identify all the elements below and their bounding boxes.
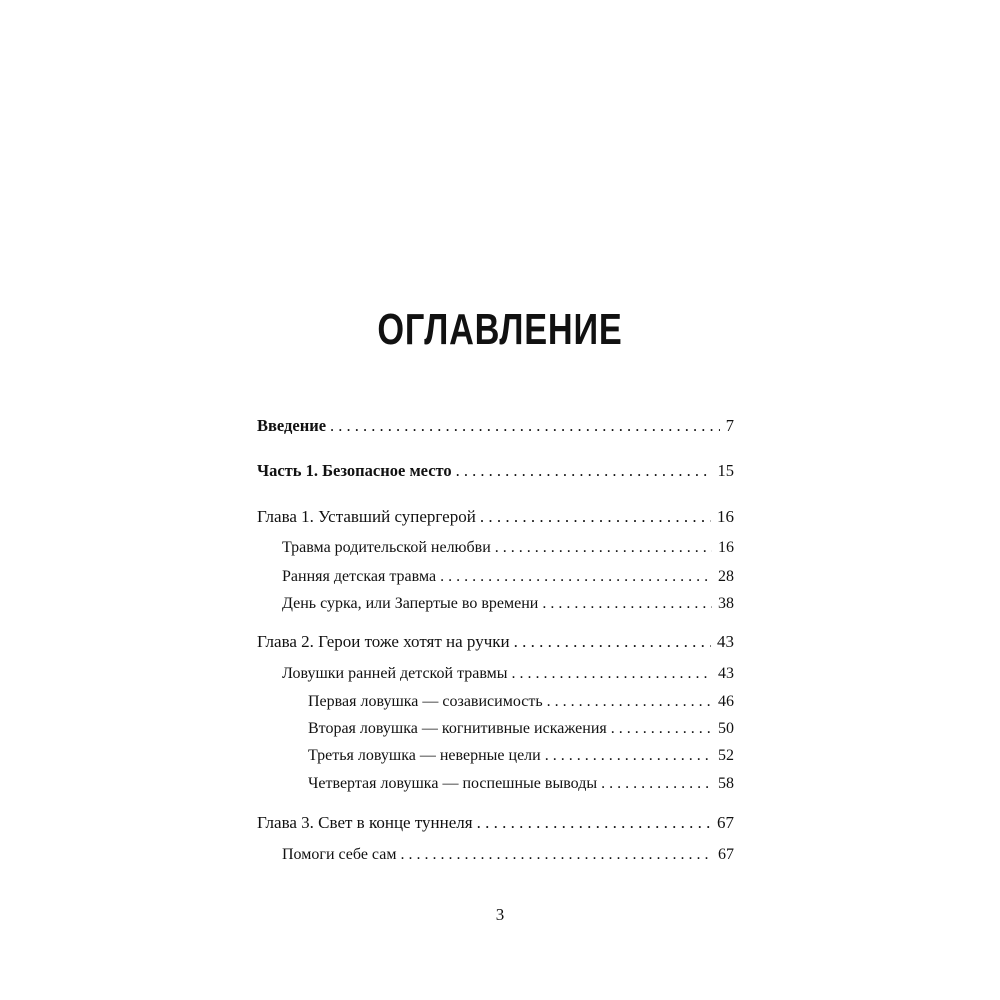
toc-entry-text: День сурка, или Запертые во времени: [282, 595, 539, 612]
toc-page-number: 67: [718, 846, 734, 863]
toc-entry-chapter-2[interactable]: [257, 630, 734, 654]
toc-leader-dots: [611, 717, 712, 741]
toc-entry-text: Глава 2. Герои тоже хотят на ручки: [257, 632, 510, 651]
toc-page-number: 67: [717, 813, 734, 832]
toc-entry-text: Помоги себе сам: [282, 846, 397, 863]
toc-entry-text: Ловушки ранней детской травмы: [282, 665, 508, 682]
toc-entry-text: Введение: [257, 416, 327, 435]
toc-entry-part-1[interactable]: [257, 459, 734, 483]
toc-entry-text: Глава 1. Уставший супергерой: [257, 507, 476, 526]
toc-entry-subsection[interactable]: [257, 772, 734, 796]
toc-entry-subsection[interactable]: [257, 744, 734, 768]
toc-entry-text: Ранняя детская травма: [282, 568, 437, 585]
toc-page-number: 46: [718, 693, 734, 710]
toc-entry-text: Четвертая ловушка — поспешные выводы: [308, 775, 598, 792]
toc-entry-chapter-3[interactable]: [257, 811, 734, 835]
toc-page-number: 43: [717, 632, 734, 651]
toc-entry-chapter-1[interactable]: [257, 505, 734, 529]
page-number: 3: [495, 905, 505, 924]
toc-entry-text: Глава 3. Свет в конце туннеля: [257, 813, 473, 832]
toc-leader-dots: [400, 843, 712, 867]
toc-leader-dots: [480, 505, 711, 529]
toc-entry-text: Третья ловушка — неверные цели: [308, 747, 541, 764]
toc-entry-section[interactable]: [257, 592, 734, 616]
toc-entry-text: Первая ловушка — созависимость: [308, 693, 543, 710]
toc-entry-section[interactable]: [257, 565, 734, 589]
toc-page-number: 7: [725, 416, 734, 435]
toc-page-number: 16: [717, 507, 734, 526]
toc-leader-dots: [512, 662, 712, 686]
toc-leader-dots: [477, 811, 711, 835]
toc-entry-subsection[interactable]: [257, 690, 734, 714]
toc-leader-dots: [440, 565, 712, 589]
toc-leader-dots: [547, 690, 712, 714]
table-of-contents: [257, 0, 734, 1000]
toc-entry-section[interactable]: [257, 536, 734, 560]
toc-leader-dots: [601, 772, 712, 796]
page-title: ОГЛАВЛЕНИЕ: [377, 305, 623, 354]
toc-page-number: 16: [718, 539, 734, 556]
toc-entry-text: Вторая ловушка — когнитивные искажения: [308, 720, 607, 737]
toc-page-number: 43: [718, 665, 734, 682]
toc-page-number: 28: [718, 568, 734, 585]
toc-page-number: 15: [717, 461, 734, 480]
toc-leader-dots: [514, 630, 711, 654]
toc-page-number: 38: [718, 595, 734, 612]
toc-leader-dots: [495, 536, 712, 560]
toc-page-number: 58: [718, 775, 734, 792]
toc-entry-introduction[interactable]: [257, 414, 734, 438]
toc-page-number: 52: [718, 747, 734, 764]
toc-entry-text: Травма родительской нелюбви: [282, 539, 491, 556]
toc-leader-dots: [545, 744, 712, 768]
toc-entry-text: Часть 1. Безопасное место: [257, 461, 452, 480]
toc-entry-section[interactable]: [257, 843, 734, 867]
toc-leader-dots: [542, 592, 712, 616]
toc-entry-subsection[interactable]: [257, 717, 734, 741]
toc-entry-section[interactable]: [257, 662, 734, 686]
toc-leader-dots: [456, 459, 712, 483]
toc-leader-dots: [330, 414, 720, 438]
toc-page-number: 50: [718, 720, 734, 737]
